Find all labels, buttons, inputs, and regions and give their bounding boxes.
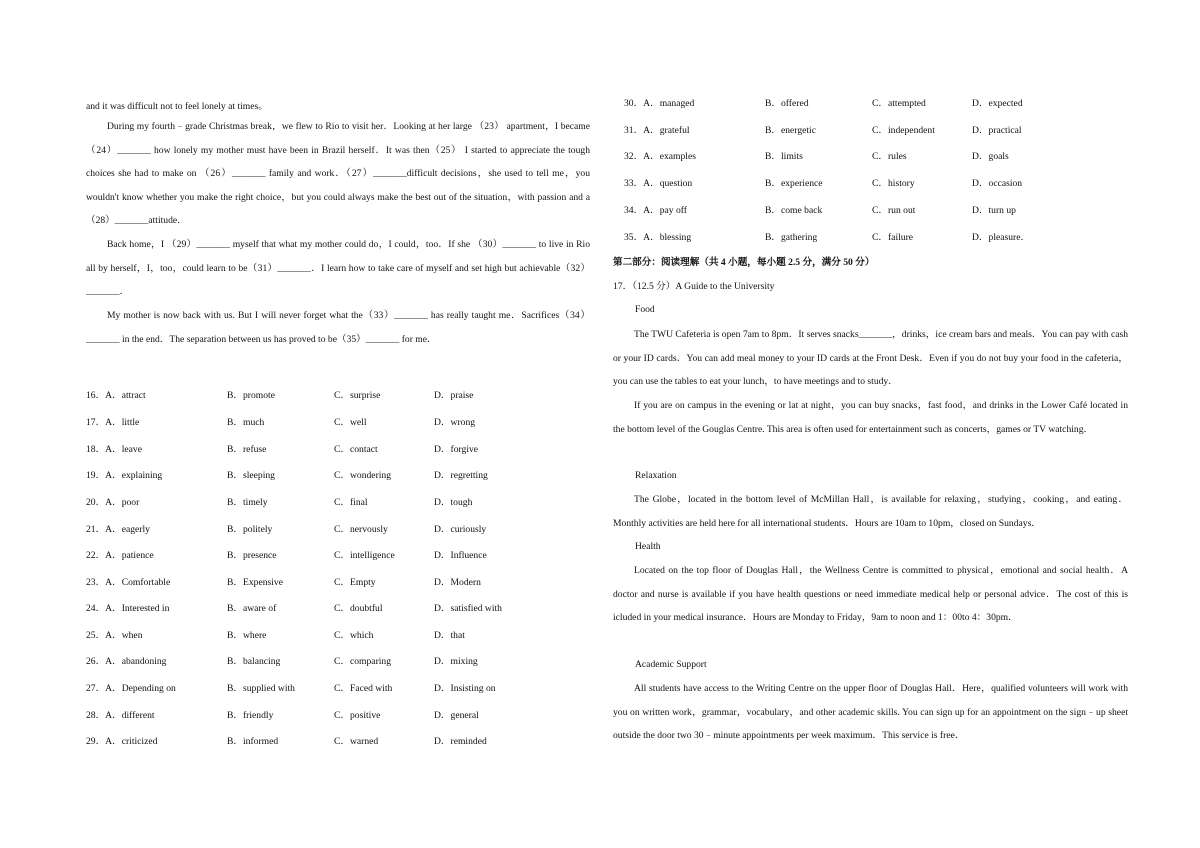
option-d: D．praise xyxy=(434,390,474,401)
option-row xyxy=(613,177,1128,191)
option-b: B．experience xyxy=(765,178,823,189)
option-d: D．Insisting on xyxy=(434,683,496,694)
option-a: 35．A．blessing xyxy=(624,232,692,243)
option-row xyxy=(86,523,590,537)
section-heading-relaxation: Relaxation xyxy=(635,470,677,481)
option-a: 22．A．patience xyxy=(86,550,154,561)
option-d: D．that xyxy=(434,630,465,641)
option-d: D．curiously xyxy=(434,524,487,535)
option-a: 29．A．criticized xyxy=(86,736,158,747)
paragraph-food-2: If you are on campus in the evening or lat at night，you can buy snacks，fast food，and drinks in the Lower Café located in the bottom level of the Gouglas Centre. This area is often used for entertainment such as concerts，games or TV watching． xyxy=(613,400,1128,435)
option-a: 25．A．when xyxy=(86,630,143,641)
option-c: C．doubtful xyxy=(334,603,383,614)
option-d: D．goals xyxy=(972,151,1009,162)
option-d: D．expected xyxy=(972,98,1023,109)
option-b: B．sleeping xyxy=(227,470,275,481)
passage-paragraph: During my fourth﹣grade Christmas break，we flew to Rio to visit her．Looking at her large （23） apartment，I became（24）_______ how lonely my mother must have been in Brazil herself．It was then（25） I started to appreciate the tough choices she had to make on （26）_______ family and work．（27）_______difficult decisions，she used to tell me，you wouldn't know whether you make the right choice，but you could always make the best out of the situation，with passion and a （28）_______attitude． xyxy=(86,121,590,227)
option-d: D．mixing xyxy=(434,656,478,667)
paragraph-food-1: The TWU Cafeteria is open 7am to 8pm．It serves snacks_______，drinks，ice cream bars and meals．You can pay with cash or your ID cards．You can add meal money to your ID cards at the Front Desk．Even if you do not buy your food in the cafeteria，you can use the tables to eat your lunch，to have meetings and to study． xyxy=(613,329,1128,388)
option-a: 23．A．Comfortable xyxy=(86,577,171,588)
section-heading-food: Food xyxy=(635,304,655,315)
option-b: B．come back xyxy=(765,205,823,216)
option-d: D．occasion xyxy=(972,178,1023,189)
option-c: C．surprise xyxy=(334,390,381,401)
option-c: C．run out xyxy=(872,205,916,216)
option-b: B．timely xyxy=(227,497,268,508)
option-d: D．Modern xyxy=(434,577,481,588)
option-d: D．forgive xyxy=(434,444,479,455)
option-c: C．Empty xyxy=(334,577,376,588)
option-c: C．attempted xyxy=(872,98,926,109)
option-b: B．supplied with xyxy=(227,683,295,694)
option-a: 30．A．managed xyxy=(624,98,695,109)
option-row xyxy=(86,443,590,457)
option-d: D．satisfied with xyxy=(434,603,502,614)
option-row xyxy=(613,97,1128,111)
option-d: D．wrong xyxy=(434,417,476,428)
option-row xyxy=(86,655,590,669)
option-c: C．warned xyxy=(334,736,379,747)
option-c: C．independent xyxy=(872,125,935,136)
option-c: C．intelligence xyxy=(334,550,395,561)
option-c: C．contact xyxy=(334,444,378,455)
option-b: B．limits xyxy=(765,151,803,162)
option-c: C．final xyxy=(334,497,368,508)
option-a: 18．A．leave xyxy=(86,444,142,455)
paragraph-academic: All students have access to the Writing Centre on the upper floor of Douglas Hall．Here，qualified volunteers will work with you on written work，grammar，vocabulary，and other academic skills. You can sign up for an appointment on the sign﹣up sheet outside the door two 30﹣minute appointments per week maximum．This service is free． xyxy=(613,683,1128,742)
section-heading-health: Health xyxy=(635,541,661,552)
option-a: 21．A．eagerly xyxy=(86,524,150,535)
option-row xyxy=(86,389,590,403)
option-row xyxy=(86,576,590,590)
option-a: 24．A．Interested in xyxy=(86,603,170,614)
option-row xyxy=(613,204,1128,218)
option-c: C．positive xyxy=(334,710,381,721)
option-d: D．turn up xyxy=(972,205,1016,216)
section-title: 第二部分：阅读理解（共 4 小题，每小题 2.5 分，满分 50 分） xyxy=(613,257,875,268)
option-c: C．well xyxy=(334,417,367,428)
option-row xyxy=(613,124,1128,138)
option-a: 19．A．explaining xyxy=(86,470,163,481)
option-a: 33．A．question xyxy=(624,178,693,189)
option-a: 27．A．Depending on xyxy=(86,683,176,694)
option-b: B．much xyxy=(227,417,265,428)
option-c: C．rules xyxy=(872,151,907,162)
option-d: D．practical xyxy=(972,125,1022,136)
option-c: C．nervously xyxy=(334,524,388,535)
option-d: D．pleasure． xyxy=(972,232,1031,243)
option-c: C．failure xyxy=(872,232,914,243)
option-b: B．energetic xyxy=(765,125,816,136)
option-row xyxy=(86,735,590,749)
option-c: C．history xyxy=(872,178,915,189)
option-b: B．politely xyxy=(227,524,273,535)
paragraph-health: Located on the top floor of Douglas Hall，the Wellness Centre is committed to physical，emotional and social health．A doctor and nurse is available if you have health questions or need immediate medical help or personal advice．The cost of this is icluded in your medical insurance．Hours are Monday to Friday，9am to noon and 1：00to 4：30pm． xyxy=(613,565,1128,624)
option-b: B．offered xyxy=(765,98,809,109)
option-c: C．wondering xyxy=(334,470,392,481)
option-b: B．gathering xyxy=(765,232,818,243)
passage-line: and it was difficult not to feel lonely at times。 xyxy=(86,101,268,112)
option-b: B．informed xyxy=(227,736,279,747)
option-b: B．friendly xyxy=(227,710,274,721)
option-b: B．balancing xyxy=(227,656,281,667)
section-heading-academic: Academic Support xyxy=(635,659,707,670)
question-title: 17．（12.5 分）A Guide to the University xyxy=(613,281,775,292)
option-row xyxy=(613,231,1128,245)
option-a: 26．A．abandoning xyxy=(86,656,167,667)
option-d: D．Influence xyxy=(434,550,487,561)
option-a: 17．A．little xyxy=(86,417,140,428)
option-row xyxy=(613,150,1128,164)
option-b: B．where xyxy=(227,630,267,641)
option-b: B．refuse xyxy=(227,444,267,455)
paragraph-relaxation: The Globe，located in the bottom level of McMillan Hall，is available for relaxing，studying，cooking，and eating．Monthly activities are held here for all international students．Hours are 10am to 10pm，closed on Sundays． xyxy=(613,494,1128,529)
option-a: 28．A．different xyxy=(86,710,155,721)
option-c: C．comparing xyxy=(334,656,392,667)
option-row xyxy=(86,496,590,510)
option-d: D．general xyxy=(434,710,479,721)
option-row xyxy=(86,602,590,616)
option-d: D．regretting xyxy=(434,470,488,481)
option-a: 32．A．examples xyxy=(624,151,696,162)
option-b: B．Expensive xyxy=(227,577,283,588)
option-a: 34．A．pay off xyxy=(624,205,687,216)
option-c: C．Faced with xyxy=(334,683,393,694)
option-row xyxy=(86,682,590,696)
option-row xyxy=(86,629,590,643)
option-row xyxy=(86,469,590,483)
option-a: 16．A．attract xyxy=(86,390,146,401)
option-b: B．promote xyxy=(227,390,275,401)
option-a: 20．A．poor xyxy=(86,497,140,508)
option-b: B．aware of xyxy=(227,603,277,614)
option-row xyxy=(86,549,590,563)
option-row xyxy=(86,709,590,723)
option-b: B．presence xyxy=(227,550,277,561)
option-row xyxy=(86,416,590,430)
option-a: 31．A．grateful xyxy=(624,125,690,136)
option-d: D．tough xyxy=(434,497,473,508)
passage-paragraph: My mother is now back with us. But I will never forget what the（33）_______ has really taught me．Sacrifices（34）_______ in the end．The separation between us has proved to be（35）_______ for me． xyxy=(86,310,590,345)
passage-paragraph: Back home，I （29）_______ myself that what my mother could do，I could，too．If she （30）_______ to live in Rio all by herself，I，too，could learn to be（31）_______．I learn how to take care of myself and set high but achievable（32）_______． xyxy=(86,239,590,298)
option-c: C．which xyxy=(334,630,374,641)
option-d: D．reminded xyxy=(434,736,487,747)
